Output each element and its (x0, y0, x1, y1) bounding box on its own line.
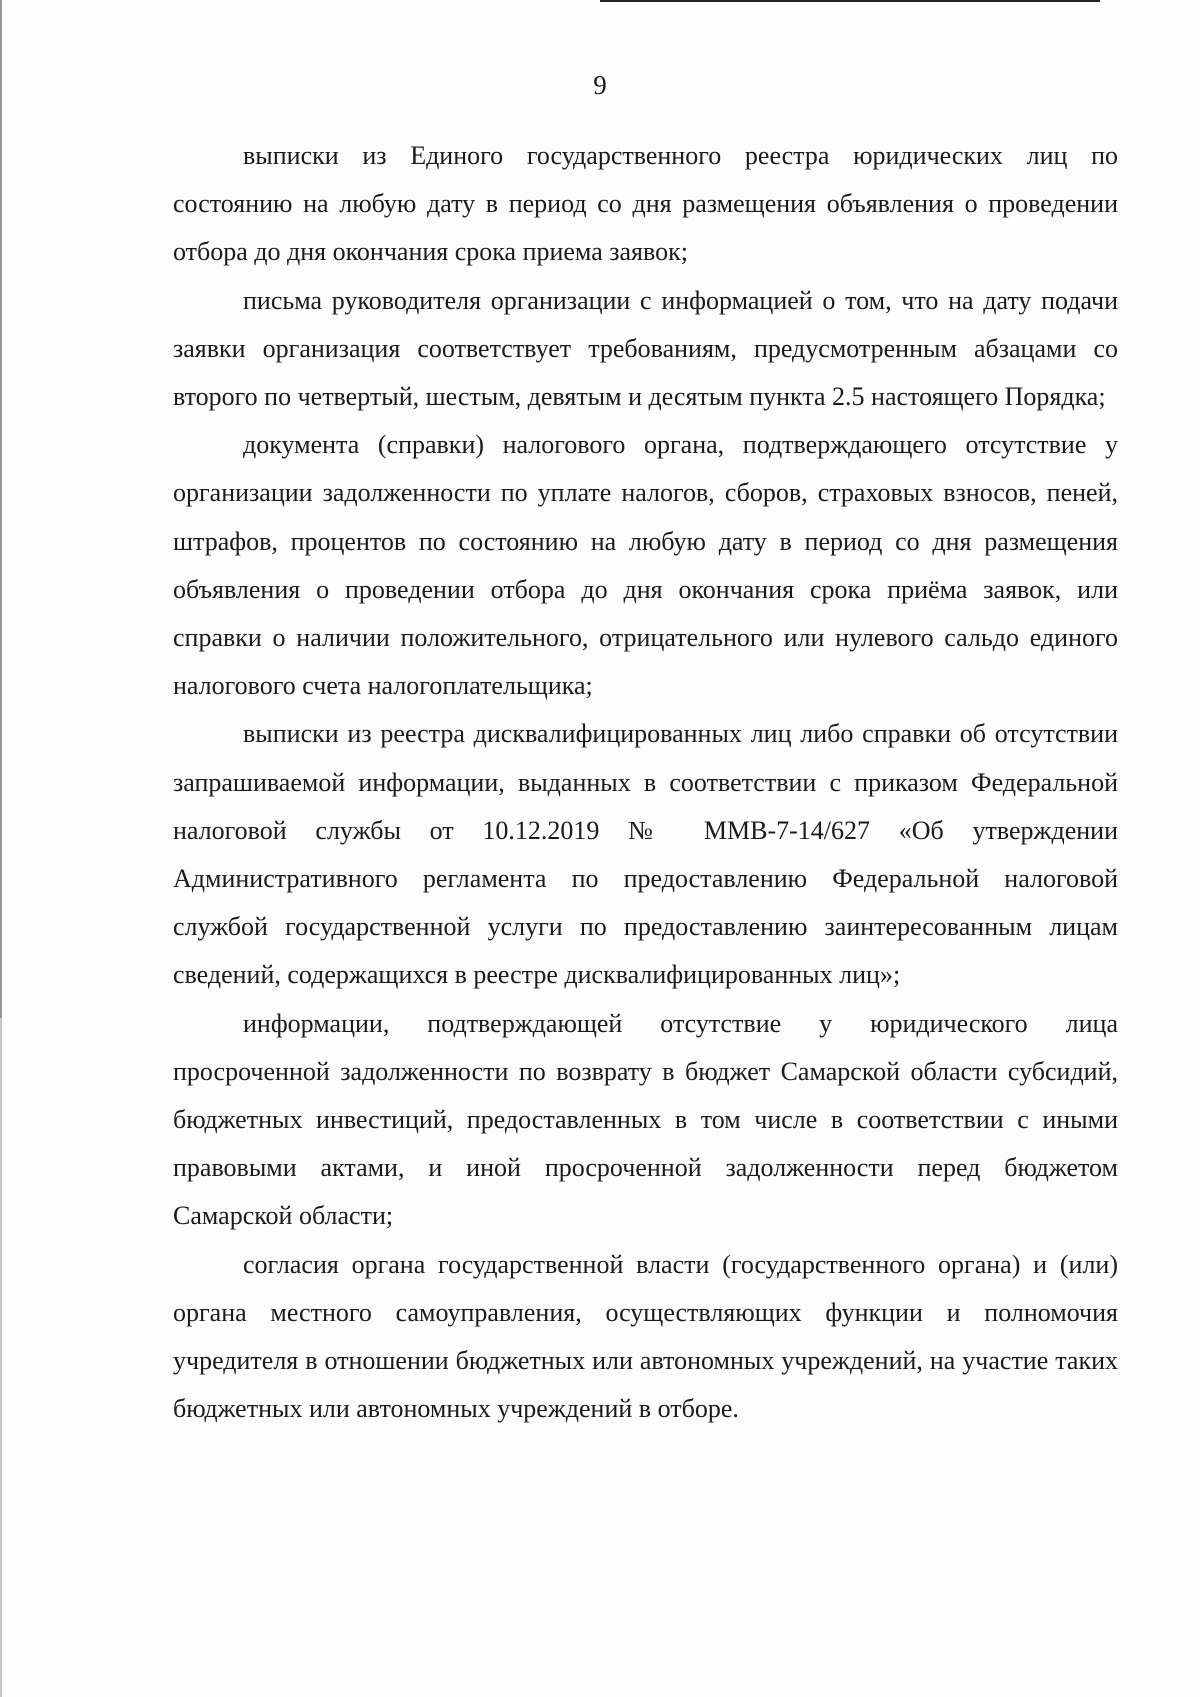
document-body (173, 132, 1118, 1433)
paragraph-tax-certificate: документа (справки) налогового органа, подтверждающего отсутствие у организации задолженности по уплате налогов, сборов, страховых взносов, пеней, штрафов, процентов по состоянию на любую дату в период со дня размещения объявления о проведении отбора до дня окончания срока приёма заявок, или справки о наличии положительного, отрицательного или нулевого сальдо единого налогового счета налогоплательщика; (173, 430, 1118, 701)
paragraph-no-overdue-debt: информации, подтверждающей отсутствие у юридического лица просроченной задолженности по возврату в бюджет Самарской области субсидий, бюджетных инвестиций, предоставленных в том числе в соответствии с иными правовыми актами, и иной просроченной задолженности перед бюджетом Самарской области; (173, 1008, 1118, 1231)
page-number: 9 (593, 70, 607, 100)
paragraph-director-letter: письма руководителя организации с информацией о том, что на дату подачи заявки организация соответствует требованиям, предусмотренным абзацами со второго по четвертый, шестым, девятым и десятым пункта 2.5 настоящего Порядка; (173, 285, 1118, 412)
paragraph-disqualified-registry: выписки из реестра дисквалифицированных лиц либо справки об отсутствии запрашиваемой информации, выданных в соответствии с приказом Федеральной налоговой службы от 10.12.2019 № ММВ-7-14/627 «Об утверждении Административного регламента по предоставлению Федеральной налоговой службой государственной услуги по предоставлению заинтересованным лицам сведений, содержащихся в реестре дисквалифицированных лиц»; (173, 719, 1118, 990)
paragraph-founder-consent: согласия органа государственной власти (государственного органа) и (или) органа местного самоуправления, осуществляющих функции и полномочия учредителя в отношении бюджетных или автономных учреждений, на участие таких бюджетных или автономных учреждений в отборе. (173, 1249, 1118, 1424)
top-edge-line (600, 0, 1100, 2)
paragraph-egrul-extract: выписки из Единого государственного реестра юридических лиц по состоянию на любую дату в период со дня размещения объявления о проведении отбора до дня окончания срока приема заявок; (173, 141, 1118, 267)
left-scan-edge (0, 0, 2, 1697)
